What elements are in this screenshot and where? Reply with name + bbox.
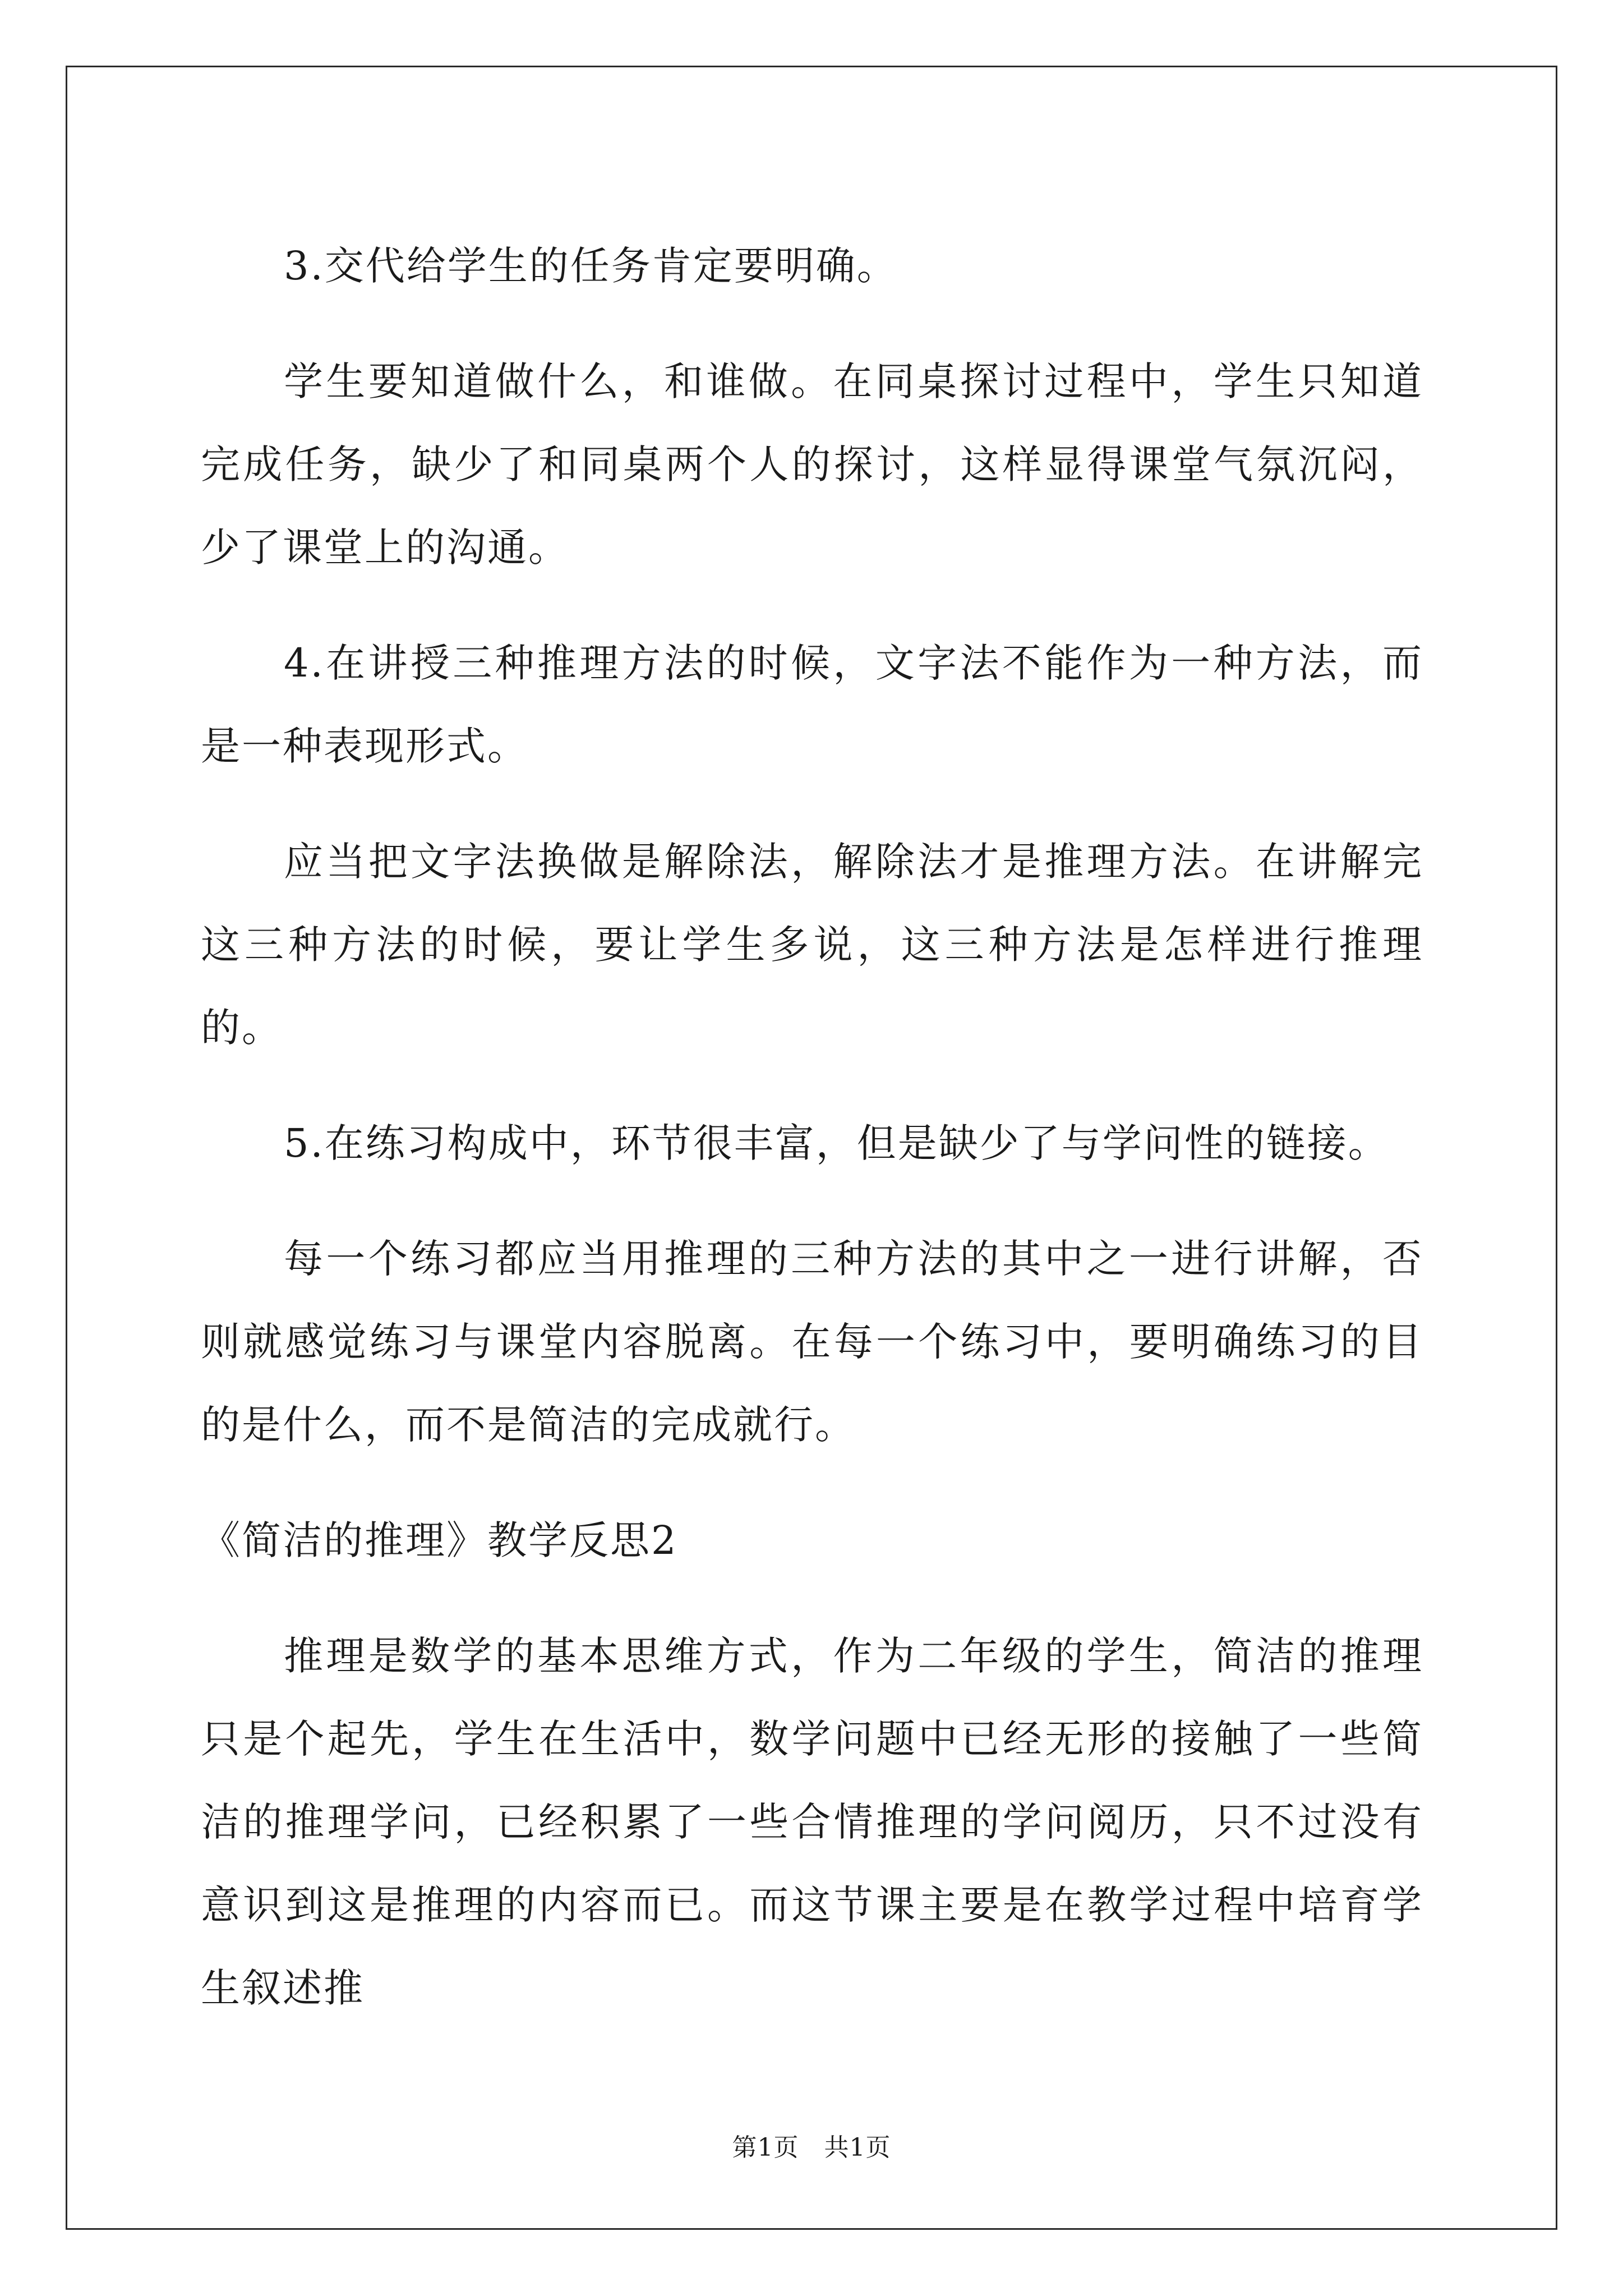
paragraph-3: 4.在讲授三种推理方法的时候，文字法不能作为一种方法，而是一种表现形式。 bbox=[201, 640, 1423, 769]
section-heading: 《简洁的推理》教学反思2 bbox=[201, 1517, 678, 1563]
paragraph-5: 5.在练习构成中，环节很丰富，但是缺少了与学问性的链接。 bbox=[284, 1120, 1389, 1166]
page-footer: 第1页 共1页 bbox=[732, 2133, 891, 2162]
paragraph-4: 应当把文字法换做是解除法，解除法才是推理方法。在讲解完这三种方法的时候，要让学生多说，这三种方法是怎样进行推理的。 bbox=[201, 839, 1423, 1051]
paragraph-6: 每一个练习都应当用推理的三种方法的其中之一进行讲解，否则就感觉练习与课堂内容脱离。在每一个练习中，要明确练习的目的是什么，而不是简洁的完成就行。 bbox=[201, 1236, 1423, 1448]
paragraph-1: 3.交代给学生的任务肯定要明确。 bbox=[284, 243, 898, 289]
document-body bbox=[201, 224, 1423, 2062]
paragraph-2: 学生要知道做什么，和谁做。在同桌探讨过程中，学生只知道完成任务，缺少了和同桌两个人的探讨，这样显得课堂气氛沉闷，少了课堂上的沟通。 bbox=[201, 358, 1423, 570]
paragraph-7: 推理是数学的基本思维方式，作为二年级的学生，简洁的推理只是个起先，学生在生活中，数学问题中已经无形的接触了一些简洁的推理学问，已经积累了一些合情推理的学问阅历，只不过没有意识到这是推理的内容而已。而这节课主要是在教学过程中培育学生叙述推 bbox=[201, 1633, 1423, 2011]
